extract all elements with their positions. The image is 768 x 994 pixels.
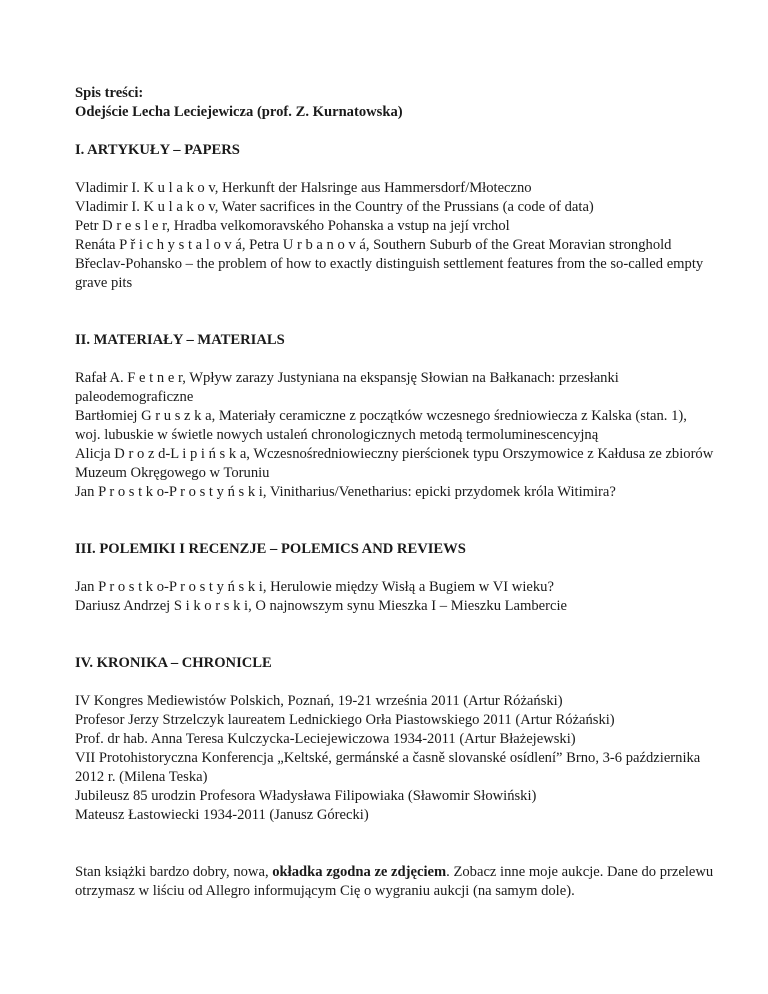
section-entries [75,692,715,825]
entry: Prof. dr hab. Anna Teresa Kulczycka-Leciejewiczowa 1934-2011 (Artur Błażejewski) [75,731,576,747]
section-title-chronicle: IV. KRONIKA – CHRONICLE [75,655,272,671]
document-page [75,84,715,901]
entry: IV Kongres Mediewistów Polskich, Poznań, 19-21 września 2011 (Artur Różański) [75,693,563,709]
sale-note-text: Stan książki bardzo dobry, nowa, [75,864,273,880]
section-articles [75,141,715,293]
entry: Rafał A. F e t n e r, Wpływ zarazy Justyniana na ekspansję Słowian na Bałkanach: przesłanki paleodemograficzne [75,370,619,405]
entry: Dariusz Andrzej S i k o r s k i, O najnowszym synu Mieszka I – Mieszku Lambercie [75,598,568,614]
section-title-articles: I. ARTYKUŁY – PAPERS [75,142,240,158]
entry: Mateusz Łastowiecki 1934-2011 (Janusz Górecki) [75,807,369,823]
entry: Renáta P ř i c h y s t a l o v á, Petra U r b a n o v á, Southern Suburb of the Great Moravian stronghold Břeclav-Pohansko – the problem of how to exactly distinguish settlement features from the so-called empty grave pits [75,237,704,291]
entry: Bartłomiej G r u s z k a, Materiały ceramiczne z początków wczesnego średniowiecza z Kalska (stan. 1), woj. lubuskie w świetle nowych ustaleń chronologicznych metodą termoluminescencyjną [75,408,687,443]
entry: Jan P r o s t k o-P r o s t y ń s k i, Vinitharius/Venetharius: epicki przydomek króla Witimira? [75,484,616,500]
sale-note-text-continued: . Zobacz inne moje aukcje. Dane do przelewu otrzymasz w liściu od Allegro informującym Cię o wygraniu aukcji (na samym dole). [75,864,714,899]
entry: Jan P r o s t k o-P r o s t y ń s k i, Herulowie między Wisłą a Bugiem w VI wieku? [75,579,554,595]
section-entries [75,179,715,293]
sale-note-emphasis: okładka zgodna ze zdjęciem [272,864,447,880]
section-polemics [75,540,715,616]
spacer [75,293,715,331]
section-chronicle [75,654,715,825]
spacer [75,502,715,540]
section-title-materials: II. MATERIAŁY – MATERIALS [75,332,285,348]
dedication-entry: Odejście Lecha Leciejewicza (prof. Z. Kurnatowska) [75,104,403,120]
entry: Jubileusz 85 urodzin Profesora Władysława Filipowiaka (Sławomir Słowiński) [75,788,537,804]
section-entries [75,578,715,616]
section-title-polemics: III. POLEMIKI I RECENZJE – POLEMICS AND REVIEWS [75,541,466,557]
section-entries [75,369,715,502]
entry: Petr D r e s l e r, Hradba velkomoravského Pohanska a vstup na její vrchol [75,218,510,234]
entry: Alicja D r o z d-L i p i ń s k a, Wczesnośredniowieczny pierścionek typu Orszymowice z Kałdusa ze zbiorów Muzeum Okręgowego w Toruniu [75,446,714,481]
entry: VII Protohistoryczna Konferencja „Keltské, germánské a časně slovanské osídlení” Brno, 3-6 października 2012 r. (Milena Teska) [75,750,701,785]
spacer [75,122,715,141]
entry: Vladimir I. K u l a k o v, Water sacrifices in the Country of the Prussians (a code of data) [75,199,594,215]
section-materials [75,331,715,502]
spacer [75,825,715,863]
spacer [75,616,715,654]
toc-label: Spis treści: [75,85,144,101]
entry: Vladimir I. K u l a k o v, Herkunft der Halsringe aus Hammersdorf/Młoteczno [75,180,532,196]
sale-note [75,863,715,901]
entry: Profesor Jerzy Strzelczyk laureatem Lednickiego Orła Piastowskiego 2011 (Artur Różański) [75,712,615,728]
